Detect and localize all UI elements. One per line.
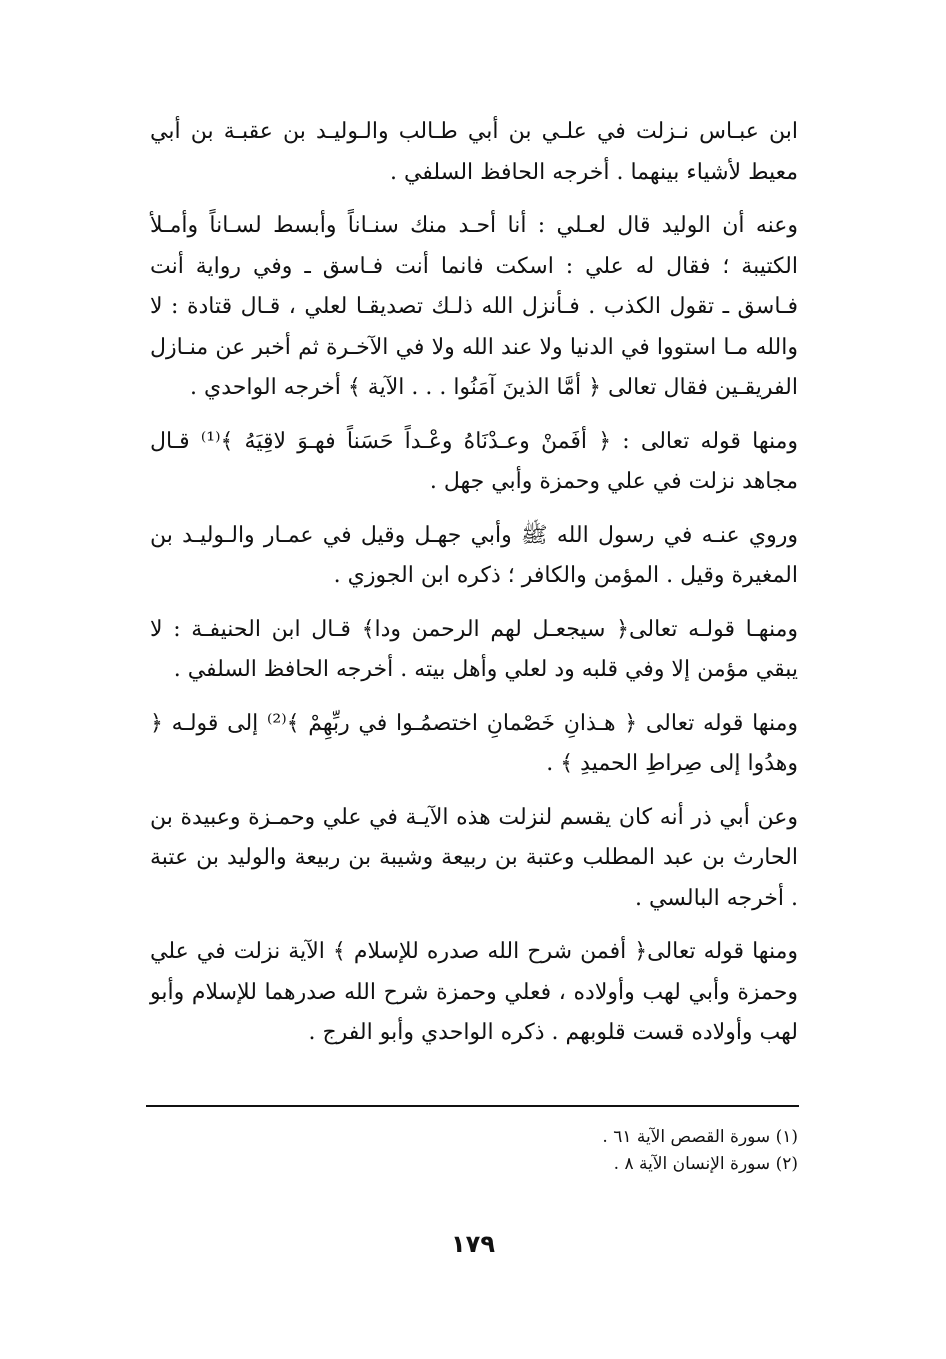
paragraph-3: ومنها قوله تعالى : ﴿ أفَمنْ وعـدْنَاهُ وعْـداً حَسَناً فهـوَ لاقِيَهُ ﴾⁽¹⁾ قـال مجاهد نزلت في علي وحمزة وأبي جهل . [150, 428, 799, 494]
paragraph-4: وروي عنـه في رسول الله ﷺ وأبي جهـل وقيل في عمـار والـوليـد بن المغيرة وقيل . المؤمن والكافر ؛ ذكره ابن الجوزي . [150, 522, 798, 588]
footnote-divider [146, 1105, 799, 1107]
footnote-1: (١) سورة القصص الآية ٦١ . [602, 1127, 798, 1147]
footnotes [300, 1124, 798, 1178]
paragraph-5: ومنهـا قولـه تعالى﴿ سيجعـل لهم الرحمن ودا﴾ قـال ابن الحنيفـة : لا يبقي مؤمن إلا وفي قلبه ود لعلي وأهل بيته . أخرجه الحافظ السلفي . [150, 616, 798, 682]
paragraph-1: ابن عبـاس نـزلت في علـي بن أبي طـالب والـوليـد بن عقبـة بن أبي معيط لأشياء بينهما . أخرجه الحافظ السلفي . [150, 119, 798, 185]
footnote-2: (٢) سورة الإنسان الآية ٨ . [613, 1154, 798, 1174]
paragraph-2: وعنه أن الوليد قال لعـلي : أنا أحـد منك سنـاناً وأبسط لسـاناً وأمـلأ الكتيبة ؛ فقال له علي : اسكت فانما أنت فـاسق ـ وفي رواية أنت فـاسق ـ تقول الكذب . فـأنزل الله ذلـك تصديقـا لعلي ، قـال قتادة : لا والله مـا استووا في الدنيا ولا عند الله ولا في الآخـرة ثم أخبر عن منـازل الفريقـين فقال تعالى ﴿ أمَّا الذينَ آمَنُوا . . . الآية ﴾ أخرجه الواحدي . [150, 213, 798, 400]
paragraph-7: وعن أبي ذر أنه كان يقسم لنزلت هذه الآيـة في علي وحمـزة وعبيدة بن الحارث بن عبد المطلب وعتبة بن ربيعة وشيبة بن ربيعة والوليد بن عتبة . أخرجه البالسي . [150, 804, 798, 911]
paragraph-8: ومنها قوله تعالى﴿ أفمن شرح الله صدره للإسلام ﴾ الآية نزلت في علي وحمزة وأبي لهب وأولاده ، فعلي وحمزة شرح الله صدرهما للإسلام وأبو لهب وأولاده قست قلوبهم . ذكره الواحدي وأبو الفرج . [150, 939, 798, 1045]
main-text [150, 112, 798, 1067]
paragraph-6: ومنها قوله تعالى ﴿ هـذانِ خَصْمانِ اختصمُـوا في ربِّهِمْ ﴾⁽²⁾ إلى قولـه ﴿ وهدُوا إلى صِراطِ الحميدِ ﴾ . [150, 710, 798, 776]
page-number: ١٧٩ [451, 1230, 495, 1258]
